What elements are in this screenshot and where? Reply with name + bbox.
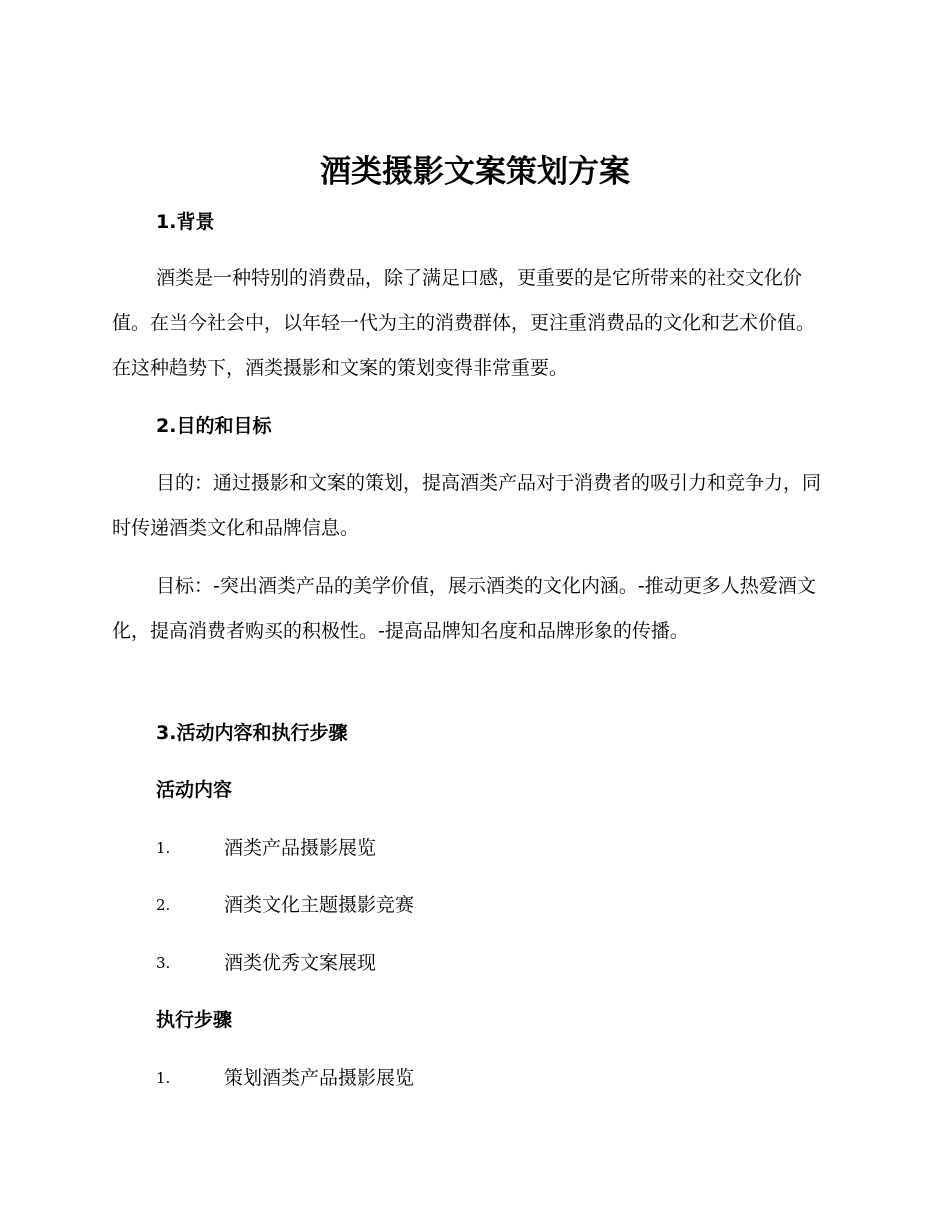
section-heading-background: 1.背景 bbox=[156, 211, 215, 233]
targets-paragraph: 目标：-突出酒类产品的美学价值，展示酒类的文化内涵。-推动更多人热爱酒文化，提高消费者购买的积极性。-提高品牌知名度和品牌形象的传播。 bbox=[112, 575, 816, 642]
execution-steps-heading: 执行步骤 bbox=[156, 1009, 233, 1031]
activity-content-heading: 活动内容 bbox=[156, 779, 233, 801]
list-item-text: 酒类文化主题摄影竞赛 bbox=[224, 894, 415, 916]
list-item-number: 3. bbox=[156, 954, 171, 972]
section-heading-goals: 2.目的和目标 bbox=[156, 415, 272, 437]
section-heading-activities: 3.活动内容和执行步骤 bbox=[156, 722, 348, 744]
document-title: 酒类摄影文案策划方案 bbox=[320, 154, 630, 190]
list-item-text: 策划酒类产品摄影展览 bbox=[224, 1067, 415, 1089]
list-item-text: 酒类优秀文案展现 bbox=[224, 952, 377, 974]
list-item-number: 1. bbox=[156, 839, 171, 857]
background-paragraph: 酒类是一种特别的消费品，除了满足口感，更重要的是它所带来的社交文化价值。在当今社会中，以年轻一代为主的消费群体，更注重消费品的文化和艺术价值。在这种趋势下，酒类摄影和文案的策划变得非常重要。 bbox=[112, 267, 816, 379]
list-item-text: 酒类产品摄影展览 bbox=[224, 837, 377, 859]
list-item-number: 1. bbox=[156, 1069, 171, 1087]
list-item-number: 2. bbox=[156, 896, 171, 914]
purpose-paragraph: 目的：通过摄影和文案的策划，提高酒类产品对于消费者的吸引力和竞争力，同时传递酒类文化和品牌信息。 bbox=[112, 472, 822, 539]
